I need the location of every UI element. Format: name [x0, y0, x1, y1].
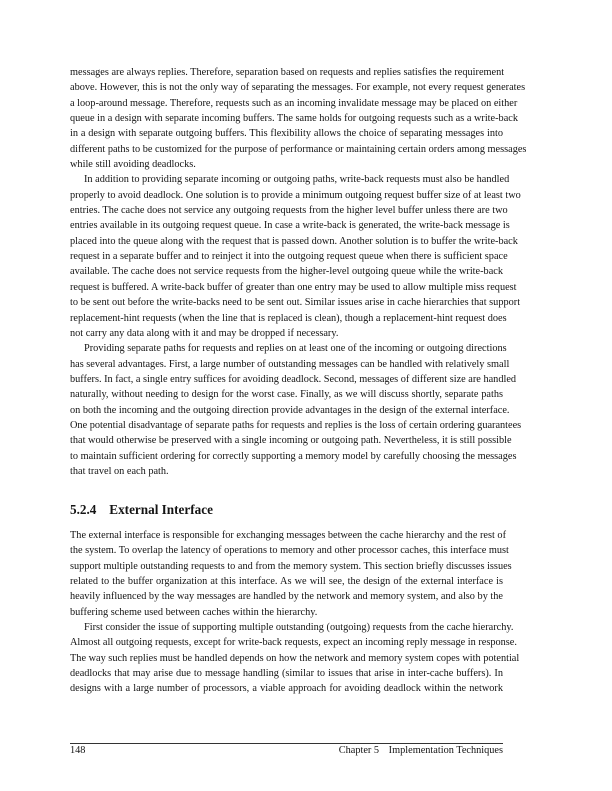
text-line: First consider the issue of supporting multiple outstanding (outgoing) requests from the cache hierarchy.: [84, 622, 514, 634]
text-line: on both the incoming and the outgoing direction provide advantages in the design of the external interface.: [70, 404, 510, 416]
text-line: entries. The cache does not service any outgoing requests from the higher level buffer unless there are two: [70, 205, 508, 217]
text-line: messages are always replies. Therefore, separation based on requests and replies satisfies the requirement: [70, 67, 505, 78]
text-line: not carry any data along with it and may be dropped if necessary.: [70, 327, 339, 339]
body-text-bottom: [70, 528, 520, 697]
text-line: queue in a design with separate incoming buffers. The same holds for outgoing requests such as a write-back: [70, 113, 518, 125]
section-title: External Interface: [109, 502, 213, 517]
paragraph: [70, 341, 522, 479]
text-line: Almost all outgoing requests, except for write-back requests, expect an incoming reply message in response.: [70, 637, 517, 649]
chapter-label: Chapter 5: [338, 745, 380, 756]
text-line: Providing separate paths for requests and replies on at least one of the incoming or outgoing directions: [84, 343, 507, 355]
text-line: available. The cache does not service requests from the higher-level outgoing queue while the write-back: [70, 266, 503, 278]
text-line: properly to avoid deadlock. One solution is to provide a minimum outgoing request buffer size of at least two: [70, 189, 521, 201]
text-line: buffers. In fact, a single entry suffices for avoiding deadlock. Second, messages of different size are handled: [70, 373, 517, 385]
text-line: designs with a large number of processors, a viable approach for avoiding deadlock within the network: [70, 683, 503, 695]
text-line: The external interface is responsible for exchanging messages between the cache hierarchy and the rest of: [70, 530, 506, 541]
text-line: One potential disadvantage of separate paths for requests and replies is the loss of certain ordering guarantees: [70, 419, 522, 431]
text-line: that travel on each path.: [70, 465, 169, 477]
text-line: support multiple outstanding requests to and from the memory system. This section briefly discusses issues: [70, 560, 512, 572]
text-line: naturally, without needing to design for the worst case. Finally, as we will discuss shortly, separate paths: [70, 389, 503, 401]
text-line: replacement-hint requests (when the line that is replaced is clean), though a replacement-hint request does: [70, 312, 507, 324]
text-line: request is buffered. A write-back buffer of greater than one entry may be used to allow multiple miss request: [70, 281, 517, 293]
body-text-top: [70, 65, 527, 479]
text-line: while still avoiding deadlocks.: [70, 159, 196, 171]
text-line: heavily influenced by the way messages are handled by the network and memory system, and also by the: [70, 591, 503, 603]
text-line: above. However, this is not the only way of separating the messages. For example, not every request generates: [70, 82, 526, 94]
text-line: a loop-around message. Therefore, requests such as an incoming invalidate message may be placed on either: [70, 97, 518, 109]
text-line: placed into the queue along with the request that is passed down. Another solution is to buffer the write-back: [70, 235, 518, 247]
section-number: 5.2.4: [70, 502, 97, 517]
text-line: related to the buffer organization at this interface. As we will see, the design of the external interface is: [70, 576, 503, 588]
footer-rule: [70, 743, 503, 744]
paragraph: [70, 172, 521, 341]
paragraph: [70, 620, 520, 697]
text-line: request in a separate buffer and to reinject it into the outgoing request queue when there is sufficient space: [70, 251, 508, 263]
text-line: In addition to providing separate incoming or outgoing paths, write-back requests must also be handled: [84, 174, 510, 186]
text-line: entries available in its outgoing request queue. In case a write-back is generated, the write-back message is: [70, 220, 510, 232]
text-line: different paths to be customized for the purpose of performance or maintaining certain orders among messages: [70, 143, 527, 155]
text-line: the system. To overlap the latency of operations to memory and other processor caches, this interface must: [70, 545, 509, 557]
text-line: deadlocks that may arise due to message handling (similar to issues that arise in inter-cache buffers). In: [70, 668, 503, 680]
text-line: to be sent out before the write-backs need to be sent out. Similar issues arise in cache hierarchies that support: [70, 297, 521, 309]
paragraph: [70, 65, 527, 172]
paragraph: [70, 528, 512, 620]
text-line: has several advantages. First, a large number of outstanding messages can be handled with relatively small: [70, 358, 510, 370]
running-footer: [339, 745, 503, 756]
text-line: The way such replies must be handled depends on how the network and memory system copes with potential: [70, 652, 520, 664]
page-number: 148: [70, 745, 86, 756]
text-line: in a design with separate outgoing buffers. This flexibility allows the choice of separating messages into: [70, 128, 503, 140]
text-line: that would otherwise be preserved with a single incoming or outgoing path. Nevertheless, it is still possible: [70, 435, 512, 447]
text-line: buffering scheme used between caches within the hierarchy.: [70, 606, 318, 618]
text-line: to maintain sufficient ordering for correctly supporting a memory model by carefully choosing the messages: [70, 450, 517, 462]
chapter-title: Implementation Techniques: [388, 745, 503, 756]
section-heading: [70, 502, 213, 518]
